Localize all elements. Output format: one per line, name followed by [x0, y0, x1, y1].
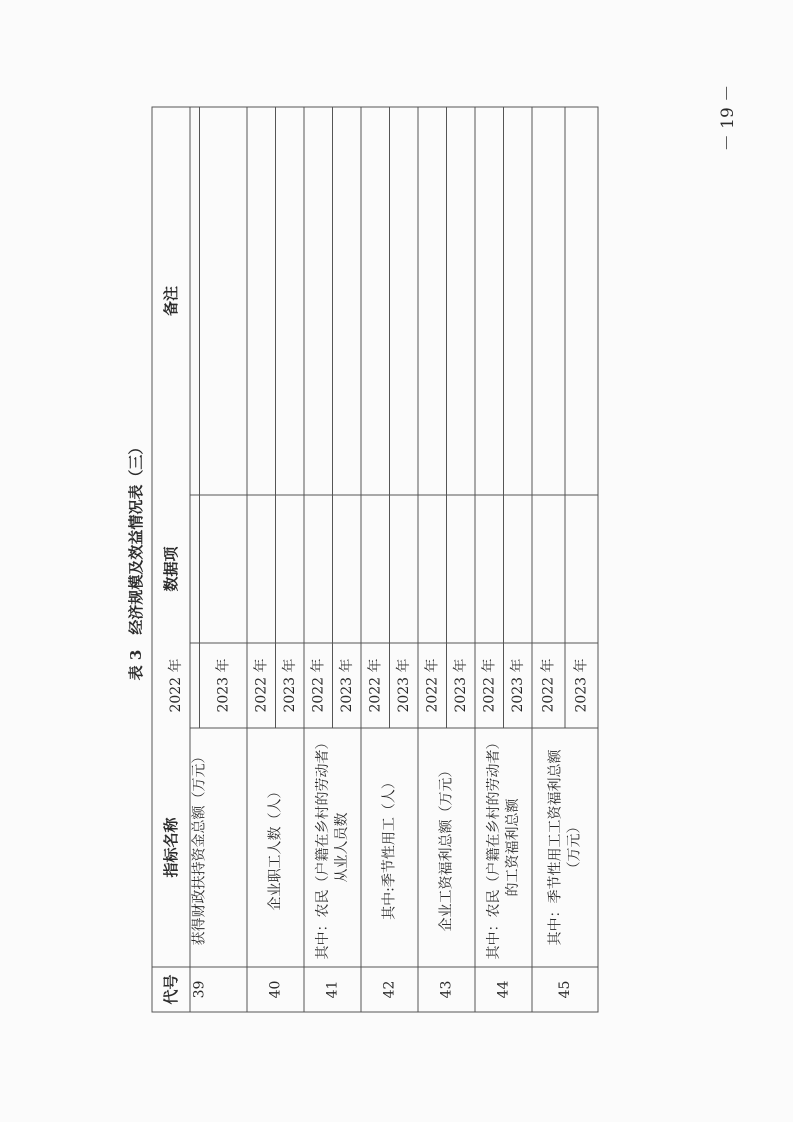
year-label: 2023 年: [509, 658, 526, 713]
header-code: 代号: [162, 974, 180, 1005]
row-indicator-text: 其中：农民（户籍在乡村的劳动者）: [486, 735, 502, 960]
row-indicator-text: 从业人员数: [334, 812, 350, 883]
year-label: 2022 年: [540, 658, 557, 713]
header-indicator: 指标名称: [162, 817, 180, 878]
row-code: 40: [267, 980, 284, 999]
row-indicator-text: 企业职工人数（人）: [267, 784, 284, 911]
row-code: 41: [324, 980, 341, 999]
row-indicator-text: 其中:季节性用工（人）: [381, 775, 398, 920]
row-code: 42: [381, 980, 398, 999]
year-label: 2023 年: [215, 658, 232, 713]
row-code: 39: [191, 980, 208, 999]
year-label: 2022 年: [253, 658, 270, 713]
year-label: 2023 年: [281, 658, 298, 713]
year-label: 2022 年: [167, 658, 184, 713]
year-label: 2022 年: [424, 658, 441, 713]
row-code: 45: [557, 980, 573, 999]
year-label: 2023 年: [338, 658, 355, 713]
header-remark: 备注: [162, 285, 180, 317]
year-label: 2022 年: [367, 658, 384, 713]
table-title: 表 3 经济规模及效益情况表（三）: [127, 439, 145, 681]
table-border: [152, 107, 598, 1012]
row-code: 44: [495, 980, 512, 999]
year-label: 2023 年: [573, 658, 590, 713]
row-indicator-text: 其中：农民（户籍在乡村的劳动者）: [315, 735, 331, 960]
year-label: 2022 年: [310, 658, 327, 713]
row-indicator-text: 企业工资福利总额（万元）: [438, 763, 455, 932]
row-indicator-text: 获得财政扶持资金总额（万元）: [191, 749, 208, 946]
row-code: 43: [438, 980, 455, 999]
page-number: － 19 －: [718, 84, 738, 152]
year-label: 2022 年: [481, 658, 498, 713]
year-label: 2023 年: [452, 658, 469, 713]
row-indicator-text: 的工资福利总额: [505, 798, 521, 897]
row-indicator-text: （万元）: [566, 819, 583, 876]
year-label: 2023 年: [395, 658, 412, 713]
header-data: 数据项: [162, 546, 180, 592]
row-indicator-text: 其中：季节性用工工资福利总额: [547, 749, 564, 946]
